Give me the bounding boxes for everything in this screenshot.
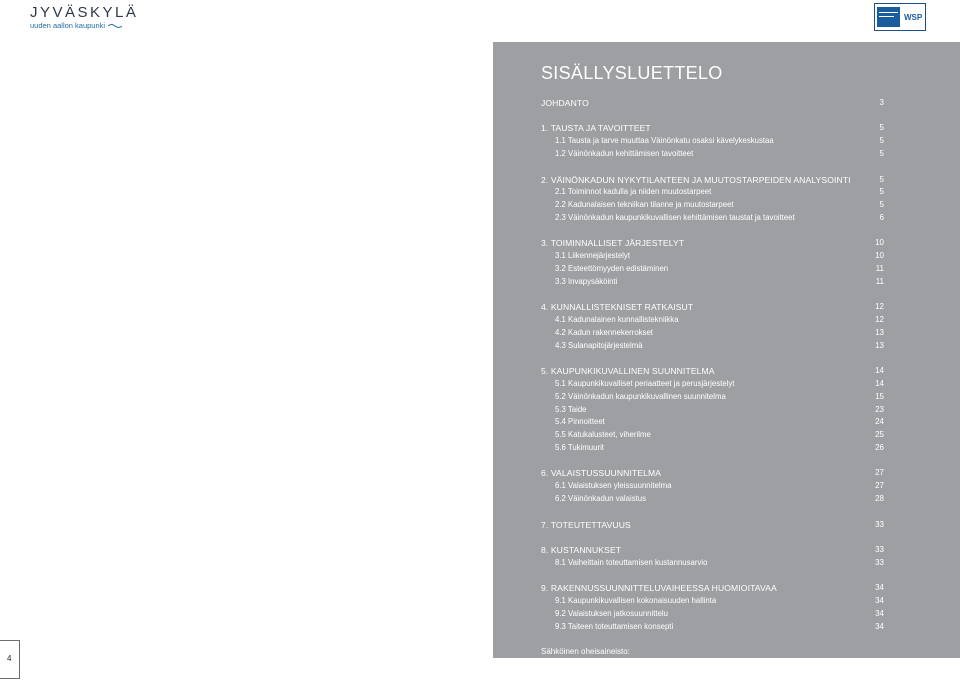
toc-entry-label: 9.1 Kaupunkikuvallisen kokonaisuuden hallinta	[555, 596, 717, 606]
logo-stripe	[879, 12, 898, 13]
toc-chapter[interactable]	[541, 544, 889, 557]
city-name: JYVÄSKYLÄ	[30, 4, 139, 21]
toc-entry-label: 1.1 Tausta ja tarve muuttaa Väinönkatu osaksi kävelykeskustaa	[555, 136, 774, 146]
toc-chapter[interactable]	[541, 519, 889, 532]
toc-entry-label: 3.3 Invapysäköinti	[555, 276, 618, 286]
toc-section[interactable]	[541, 429, 889, 442]
toc-entry-label: 1.2 Väinönkadun kehittämisen tavoitteet	[555, 149, 694, 159]
toc-entry-label: 2.3 Väinönkadun kaupunkikuvallisen kehittämisen taustat ja tavoitteet	[555, 212, 795, 222]
toc-entry-label: 8.1 Vaiheittain toteuttamisen kustannusarvio	[555, 557, 708, 567]
toc-entry-label: 7. TOTEUTETTAVUUS	[541, 519, 631, 530]
toc-entry-page: 10	[875, 251, 884, 261]
toc-entry-page: 3	[879, 98, 884, 107]
toc-entry-page: 14	[875, 378, 884, 388]
toc-entry-label: 9. RAKENNUSSUUNNITTELUVAIHEESSA HUOMIOITAVAA	[541, 583, 777, 594]
toc-chapter[interactable]	[541, 122, 889, 135]
toc-entry-label: 5.4 Pinnoitteet	[555, 417, 605, 427]
toc-entry-page: 33	[875, 545, 884, 555]
toc-section[interactable]	[541, 135, 889, 148]
toc-entry-page: 11	[875, 264, 884, 274]
toc-entry-label: 3. TOIMINNALLISET JÄRJESTELYT	[541, 238, 685, 249]
toc-entry-label: 5.1 Kaupunkikuvalliset periaatteet ja perusjärjestelyt	[555, 378, 735, 388]
toc-entry-page: 5	[879, 200, 884, 210]
toc-entry-page: 23	[875, 404, 884, 414]
toc-spacer	[541, 506, 889, 519]
toc-section[interactable]	[541, 493, 889, 506]
toc-entry-page: 12	[875, 315, 884, 325]
city-logo	[30, 4, 138, 30]
toc-section[interactable]	[541, 480, 889, 493]
partner-logo-text: WSP	[904, 13, 923, 22]
toc-section[interactable]	[541, 327, 889, 340]
toc-entry-label: 3.1 Liikennejärjestelyt	[555, 251, 630, 261]
toc-entry-page: 27	[875, 481, 884, 491]
toc-spacer	[541, 633, 889, 646]
toc-entry-label: 8. KUSTANNUKSET	[541, 545, 622, 556]
toc-entry-page: 26	[875, 442, 884, 452]
toc-chapter[interactable]	[541, 582, 889, 595]
toc-entry-label: 6.1 Valaistuksen yleissuunnitelma	[555, 481, 672, 491]
toc-spacer	[541, 531, 889, 544]
toc-entry-label: 2.2 Kadunalaisen tekniikan tilanne ja muutostarpeet	[555, 200, 734, 210]
toc-entry-label: 5.2 Väinönkadun kaupunkikuvallinen suunnitelma	[555, 391, 726, 401]
toc-entry-label: 4. KUNNALLISTEKNISET RATKAISUT	[541, 302, 694, 313]
toc-entry-page: 13	[875, 340, 884, 350]
toc-entry-page: 33	[875, 557, 884, 567]
toc-entry-label: 4.1 Kadunalainen kunnallistekniikka	[555, 315, 679, 325]
toc-section[interactable]	[541, 276, 889, 289]
attachment-item[interactable]: 1. Väinönkatu kävelykaduksi, Sulanapitojärjestelmän yleissuunnitelma	[555, 659, 797, 669]
toc-entry-label: 4.3 Sulanapitojärjestelmä	[555, 340, 643, 350]
attachments-list	[541, 646, 889, 697]
toc-entry-page: 34	[875, 608, 884, 618]
partner-logo	[874, 3, 926, 31]
toc-entry-page: 27	[875, 468, 884, 478]
toc-section[interactable]	[541, 186, 889, 199]
page-number: 4	[7, 654, 12, 663]
logo-stripe	[879, 16, 894, 17]
toc-entry-label: 3.2 Esteettömyyden edistäminen	[555, 264, 669, 274]
toc-entry-page: 5	[879, 187, 884, 197]
toc-entry-page: 24	[875, 417, 884, 427]
toc-entry-page: 14	[875, 366, 884, 376]
toc-spacer	[541, 110, 889, 123]
toc-chapter[interactable]	[541, 174, 889, 187]
attachment-item[interactable]: 2. Laboratorion tutkimusselostukset	[555, 672, 678, 682]
toc-entry-label: 2.1 Toiminnot kadulla ja niiden muutostarpeet	[555, 187, 712, 197]
toc-entry-label: 5.5 Katukalusteet, viherilme	[555, 430, 651, 440]
wave-icon	[108, 23, 122, 29]
toc-entry-page: 12	[875, 302, 884, 312]
toc-entry-page: 34	[875, 621, 884, 631]
toc-entry-label: 9.2 Valaistuksen jatkosuunnittelu	[555, 608, 668, 618]
toc-entry-page: 5	[879, 123, 884, 133]
toc-chapter[interactable]	[541, 467, 889, 480]
toc-section[interactable]	[541, 391, 889, 404]
toc-entry-label: 4.2 Kadun rakennekerrokset	[555, 327, 653, 337]
toc-section[interactable]	[541, 621, 889, 634]
toc-spacer	[541, 353, 889, 366]
toc-entry-page: 34	[875, 583, 884, 593]
toc-section[interactable]	[541, 148, 889, 161]
partner-logo-mark	[877, 7, 900, 27]
toc-entry-label: JOHDANTO	[541, 98, 589, 108]
toc-section[interactable]	[541, 416, 889, 429]
toc-entry-page: 10	[875, 238, 884, 248]
toc-chapter[interactable]	[541, 237, 889, 250]
toc-section[interactable]	[541, 199, 889, 212]
toc-entry-label: 5. KAUPUNKIKUVALLINEN SUUNNITELMA	[541, 366, 715, 377]
toc-entry-label: 6. VALAISTUSSUUNNITELMA	[541, 468, 662, 479]
toc-section[interactable]	[541, 378, 889, 391]
toc-spacer	[541, 289, 889, 302]
toc-entry-page: 33	[875, 519, 884, 529]
toc-spacer	[541, 161, 889, 174]
toc-spacer	[541, 570, 889, 583]
toc-entry-page: 5	[879, 136, 884, 146]
toc-section[interactable]	[541, 442, 889, 455]
toc-chapter[interactable]	[541, 301, 889, 314]
toc-entry-label: 6.2 Väinönkadun valaistus	[555, 494, 647, 504]
toc-section[interactable]	[541, 340, 889, 353]
toc-section[interactable]	[541, 404, 889, 417]
toc-section[interactable]	[541, 212, 889, 225]
toc-chapter[interactable]	[541, 365, 889, 378]
page-title: SISÄLLYSLUETTELO	[541, 63, 723, 83]
toc-entry-page: 5	[879, 174, 884, 184]
toc-entry-page: 11	[875, 276, 884, 286]
city-tagline	[30, 21, 138, 30]
toc-entry-page: 15	[875, 391, 884, 401]
toc-section[interactable]	[541, 263, 889, 276]
toc-section[interactable]	[541, 595, 889, 608]
toc-entry-page: 28	[875, 494, 884, 504]
city-tagline-text: uuden aallon kaupunki	[30, 21, 106, 30]
toc-spacer	[541, 455, 889, 468]
toc-entry-label: 1. TAUSTA JA TAVOITTEET	[541, 123, 651, 134]
toc-entry-label: 5.6 Tukimuurit	[555, 442, 604, 452]
toc-section[interactable]	[541, 557, 889, 570]
toc-entry-page: 6	[879, 212, 884, 222]
toc-entry-label: 2. VÄINÖNKADUN NYKYTILANTEEN JA MUUTOSTARPEIDEN ANALYSOINTI	[541, 174, 851, 185]
attachment-item[interactable]: 3. Kadunalaiset johdot, kaapelit ja putket	[555, 685, 696, 695]
toc-entry-label: 5.3 Taide	[555, 404, 587, 414]
toc-entry-page: 34	[875, 596, 884, 606]
toc-spacer	[541, 225, 889, 238]
toc-section[interactable]	[541, 250, 889, 263]
toc-section[interactable]	[541, 314, 889, 327]
toc-section[interactable]	[541, 608, 889, 621]
toc-chapter[interactable]	[541, 97, 889, 110]
toc-entry-page: 5	[879, 149, 884, 159]
table-of-contents	[541, 97, 889, 697]
toc-entry-label: 9.3 Taiteen toteuttamisen konsepti	[555, 621, 674, 631]
attachments-header: Sähköinen oheisaineisto:	[541, 647, 630, 657]
toc-entry-page: 25	[875, 430, 884, 440]
toc-entry-page: 13	[875, 327, 884, 337]
page-number-tab	[0, 640, 20, 679]
